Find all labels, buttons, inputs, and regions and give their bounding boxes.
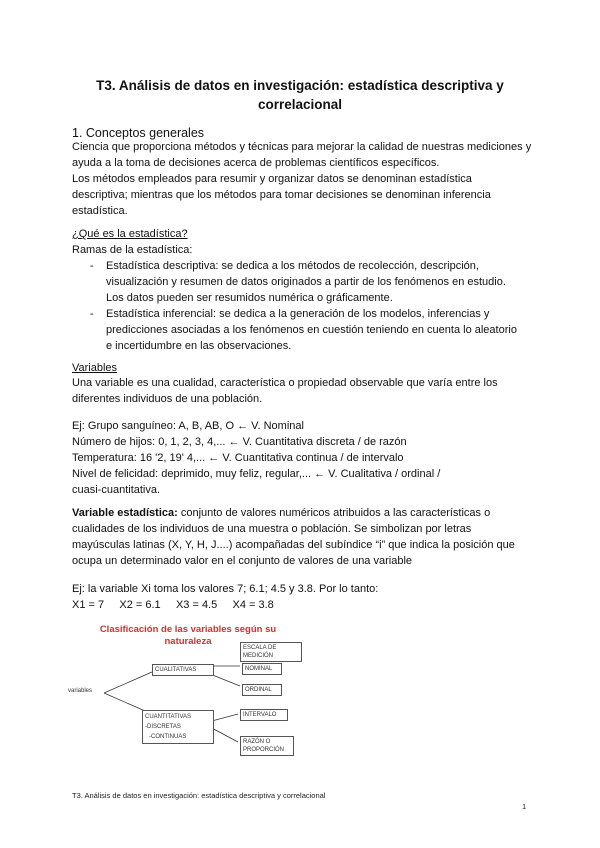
label-cualitativas: CUALITATIVAS: [152, 664, 214, 676]
page-number: 1: [522, 802, 527, 811]
subsection-heading: Variables: [72, 362, 118, 374]
list-item: - Estadística descriptiva: se dedica a los métodos de recolección, descripción, visualización y resumen de datos originados a partir de los fenómenos en estudio. Los datos pueden ser resumidos numérica o gráficamente.: [90, 260, 506, 304]
subsection-heading: ¿Qué es la estadística?: [72, 228, 188, 240]
example-line: Número de hijos: 0, 1, 2, 3, 4,... ← V. Cuantitativa discreta / de razón: [72, 436, 407, 448]
paragraph: Los métodos empleados para resumir y organizar datos se denominan estadística descriptiva; mientras que los métodos para tomar decisiones se denominan inferencia estadística.: [72, 173, 491, 217]
label-nominal: NOMINAL: [242, 663, 282, 675]
bullet-dash: -: [90, 260, 94, 272]
footer-text: T3. Análisis de datos en investigación: estadística descriptiva y correlacional: [72, 791, 326, 800]
label-intervalo: INTERVALO: [240, 709, 288, 721]
classification-diagram: [60, 618, 320, 768]
paragraph: Ramas de la estadística:: [72, 244, 193, 256]
list-item: - Estadística inferencial: se dedica a la generación de los modelos, inferencias y predicciones asociadas a los fenómenos en cuestión teniendo en cuenta lo aleatorio e incertidumbre en las observaciones.: [90, 308, 517, 352]
section-heading: 1. Conceptos generales: [72, 126, 205, 140]
paragraph: Una variable es una cualidad, característica o propiedad observable que varía entre los diferentes individuos de una población.: [72, 377, 498, 405]
label-escala: ESCALA DE MEDICIÓN: [240, 642, 302, 662]
bullet-dash: -: [90, 308, 94, 320]
paragraph: Ciencia que proporciona métodos y técnicas para mejorar la calidad de nuestras mediciones y ayuda a la toma de decisiones acerca de problemas científicos específicos.: [72, 141, 532, 169]
diagram-title: Clasificación de las variables según su naturaleza: [99, 624, 277, 647]
term: Variable estadística:: [72, 507, 178, 519]
example-line: X1 = 7 X2 = 6.1 X3 = 4.5 X4 = 3.8: [72, 599, 274, 611]
example-line: Ej: Grupo sanguíneo: A, B, AB, O ← V. Nominal: [72, 420, 304, 432]
example-line: Ej: la variable Xi toma los valores 7; 6.1; 4.5 y 3.8. Por lo tanto:: [72, 583, 379, 595]
label-razon: RAZÓN O PROPORCIÓN: [240, 736, 294, 756]
label-cuantitativas: CUANTITATIVAS -DISCRETAS -CONTINUAS: [142, 710, 214, 744]
page-title: T3. Análisis de datos en investigación: estadística descriptiva y correlacional: [96, 78, 504, 112]
label-ordinal: ORDINAL: [242, 684, 282, 696]
example-line: Temperatura: 16 '2, 19' 4,... ← V. Cuantitativa continua / de intervalo: [72, 452, 404, 464]
example-line: Nivel de felicidad: deprimido, muy feliz, regular,... ← V. Cualitativa / ordinal / cuasi-cuantitativa.: [72, 468, 441, 496]
label-variables: variables: [68, 688, 93, 694]
paragraph: Variable estadística: conjunto de valores numéricos atribuidos a las características o cualidades de los individuos de una muestra o población. Se simbolizan por letras mayúsculas latinas (X, Y, H, J....) acompañadas del subíndice “i” que indica la posición que ocupa un determinado valor en el conjunto de valores de una variable: [72, 507, 515, 567]
